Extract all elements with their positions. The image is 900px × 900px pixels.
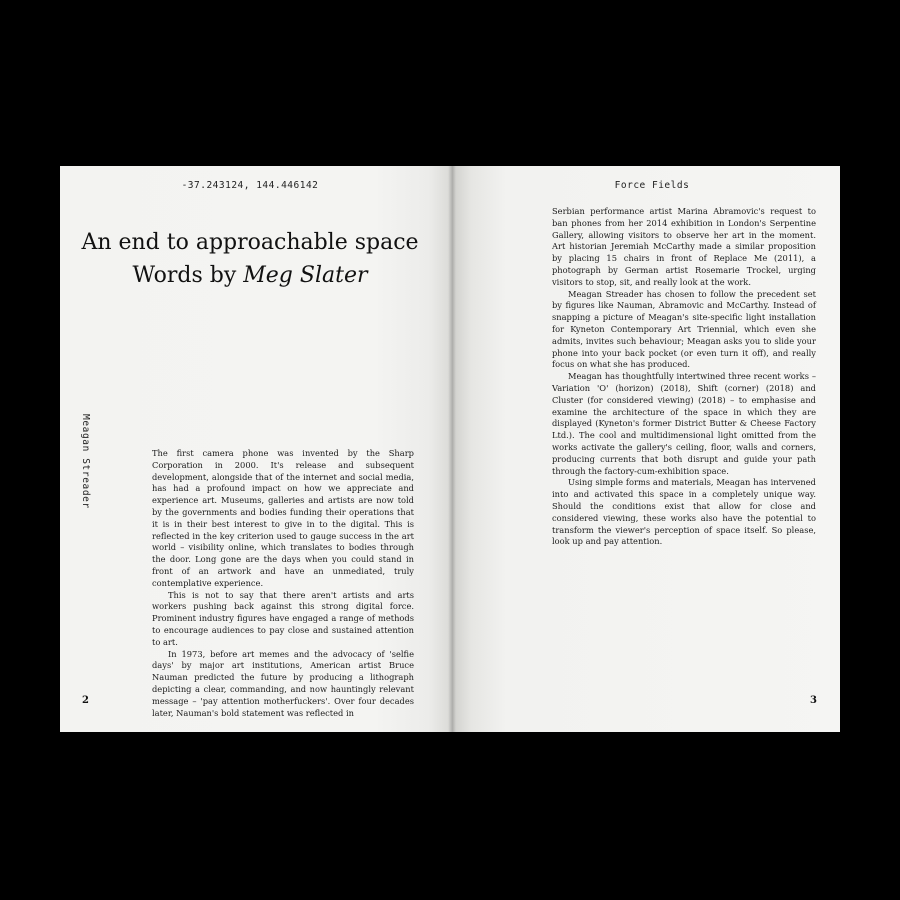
page-number-left: 2 [82,695,89,706]
spine-gutter-shadow [448,166,456,732]
paragraph: Meagan has thoughtfully intertwined three recent works – Variation 'O' (horizon) (2018), Shift (corner) (2018) and Cluster (for considered viewing) (2018) – to emphasise and examine the architecture of the space in which they are displayed (Kyneton's former District Butter & Cheese Factory Ltd.). The cool and multidimensional light omitted from the works activate the gallery's ceiling, floor, walls and corners, producing currents that both disrupt and guide your path through the factory-cum-exhibition space. [552,371,816,476]
paragraph: Using simple forms and materials, Meagan has intervened into and activated this space in a completely unique way. Should the conditions exist that allow for close and considered viewing, these works also have the potential to transform the viewer's perception of space itself. So please, look up and pay attention. [552,477,816,547]
article-title: An end to approachable space [81,230,419,255]
running-head-section: Force Fields [614,180,690,191]
left-page [60,166,452,732]
article-byline [60,259,440,292]
paragraph: In 1973, before art memes and the advocacy of 'selfie days' by major art institutions, American artist Bruce Nauman predicted the future by producing a lithograph depicting a clear, commanding, and now hauntingly relevant message – 'pay attention motherfuckers'. Over four decades later, Nauman's bold statement was reflected in [152,648,414,718]
byline-author: Meg Slater [243,263,368,288]
right-page [452,166,840,732]
right-body-text [552,206,816,548]
paragraph: Meagan Streader has chosen to follow the precedent set by figures like Nauman, Abramovic and McCarthy. Instead of snapping a picture of Meagan's site-specific light installation for Kyneton Contemporary Art Triennial, which even she admits, invites such behaviour; Meagan asks you to slide your phone into your back pocket (or even turn it off), and really focus on what she has produced. [552,288,816,370]
magazine-spread [60,166,840,732]
page-number-right: 3 [810,695,817,706]
paragraph: Serbian performance artist Marina Abramovic's request to ban phones from her 2014 exhibition in London's Serpentine Gallery, allowing visitors to observe her art in the moment. Art historian Jeremiah McCarthy made a similar proposition by placing 15 chairs in front of Replace Me (2011), a photograph by German artist Rosemarie Trockel, urging visitors to stop, sit, and really look at the work. [552,206,816,287]
left-body-text [152,448,414,719]
byline-prefix: Words by [132,263,237,288]
paragraph: This is not to say that there aren't artists and arts workers pushing back against this strong digital force. Prominent industry figures have engaged a range of methods to encourage audiences to pay close and sustained attention to art. [152,589,414,647]
running-head-coordinates: -37.243124, 144.446142 [181,180,319,191]
vertical-artist-name: Meagan Streader [80,414,91,509]
paragraph: The first camera phone was invented by the Sharp Corporation in 2000. It's release and subsequent development, alongside that of the internet and social media, has had a profound impact on how we appreciate and experience art. Museums, galleries and artists are now told by the governments and bodies funding their operations that it is in their best interest to give in to the digital. This is reflected in the key criterion used to gauge success in the art world – visibility online, which translates to bodies through the door. Long gone are the days when you could stand in front of an artwork and have an unmediated, truly contemplative experience. [152,448,414,588]
article-title-block [60,226,440,292]
